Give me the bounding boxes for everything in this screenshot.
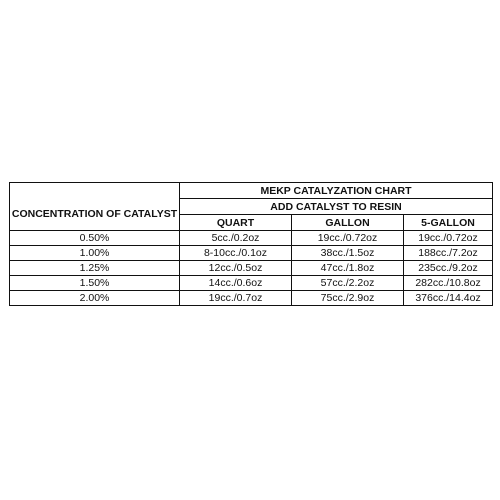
quart-cell: 14cc./0.6oz [180, 276, 292, 291]
column-header-5-gallon: 5-GALLON [404, 215, 493, 231]
concentration-cell: 2.00% [10, 291, 180, 306]
gallon-cell: 57cc./2.2oz [292, 276, 404, 291]
quart-cell: 8-10cc./0.1oz [180, 246, 292, 261]
add-catalyst-header: ADD CATALYST TO RESIN [180, 199, 493, 215]
gallon-cell: 47cc./1.8oz [292, 261, 404, 276]
quart-cell: 12cc./0.5oz [180, 261, 292, 276]
title-left-blank [10, 183, 180, 199]
subheader-row [10, 199, 493, 215]
table-row [10, 261, 493, 276]
five-gallon-cell: 376cc./14.4oz [404, 291, 493, 306]
chart-title: MEKP CATALYZATION CHART [180, 183, 493, 199]
table-row [10, 276, 493, 291]
column-header-quart: QUART [180, 215, 292, 231]
gallon-cell: 19cc./0.72oz [292, 231, 404, 246]
five-gallon-cell: 188cc./7.2oz [404, 246, 493, 261]
mekp-catalyzation-table [9, 182, 493, 306]
table-row [10, 231, 493, 246]
five-gallon-cell: 282cc./10.8oz [404, 276, 493, 291]
five-gallon-cell: 19cc./0.72oz [404, 231, 493, 246]
table-row [10, 246, 493, 261]
table-row [10, 291, 493, 306]
concentration-cell: 1.00% [10, 246, 180, 261]
concentration-cell: 1.25% [10, 261, 180, 276]
concentration-cell: 1.50% [10, 276, 180, 291]
concentration-header: CONCENTRATION OF CATALYST [10, 199, 180, 231]
concentration-cell: 0.50% [10, 231, 180, 246]
quart-cell: 19cc./0.7oz [180, 291, 292, 306]
quart-cell: 5cc./0.2oz [180, 231, 292, 246]
gallon-cell: 38cc./1.5oz [292, 246, 404, 261]
gallon-cell: 75cc./2.9oz [292, 291, 404, 306]
five-gallon-cell: 235cc./9.2oz [404, 261, 493, 276]
title-row [10, 183, 493, 199]
column-header-gallon: GALLON [292, 215, 404, 231]
